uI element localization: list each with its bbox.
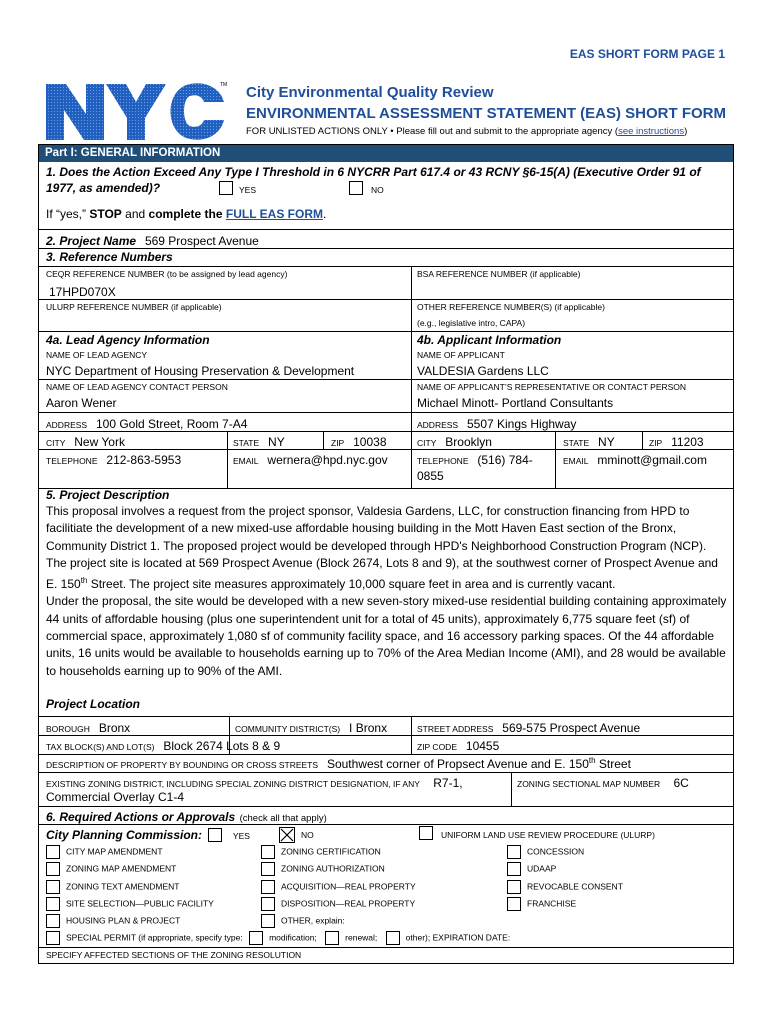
action-label: OTHER, explain:: [281, 915, 345, 926]
action-checkbox[interactable]: [261, 862, 275, 876]
nyc-logo: [44, 80, 228, 142]
see-instructions-link[interactable]: see instructions: [618, 126, 685, 137]
question-1: 1. Does the Action Exceed Any Type I Threshold in 6 NYCRR Part 617.4 or 43 RCNY §6-15(A) (Executive Order 91 of: [46, 165, 701, 179]
ulurp-label: UNIFORM LAND USE REVIEW PROCEDURE (ULURP): [441, 830, 655, 840]
cpc-no-checkbox[interactable]: [279, 827, 295, 843]
page-label: EAS SHORT FORM PAGE 1: [569, 47, 725, 61]
action-label: ZONING TEXT AMENDMENT: [66, 880, 180, 891]
action-label: SITE SELECTION—PUBLIC FACILITY: [66, 898, 214, 909]
q1-no-checkbox[interactable]: [349, 181, 363, 195]
ulurp-checkbox[interactable]: [419, 826, 433, 840]
applicant-heading: 4b. Applicant Information: [417, 333, 562, 347]
action-checkbox[interactable]: [261, 914, 275, 928]
question-1-cont: 1977, as amended)?: [46, 181, 161, 195]
description-p3: Under the proposal, the site would be developed with a new seven-story mixed-use residential building containing approximately 44 units of affordable housing (plus one superintendent unit for a total of 45 units), approximately 6,775 square feet (sf) of commercial space, approximately 1,080 sf of community facility space, and 16 accessory parking spaces. Of the 44 affordable units, 16 units would be available to households earning up to 70% of the Area Median Income (AMI), and 28 would be available to households earning up to 90% of the AMI.: [46, 594, 727, 678]
action-checkbox[interactable]: [507, 880, 521, 894]
action-checkbox[interactable]: [261, 845, 275, 859]
applicant-state[interactable]: STATE NY: [563, 435, 615, 449]
lead-zip[interactable]: ZIP 10038: [331, 435, 387, 449]
cpc-row: [46, 826, 250, 844]
action-item[interactable]: [507, 845, 584, 859]
action-checkbox[interactable]: [46, 880, 60, 894]
action-checkbox[interactable]: [46, 862, 60, 876]
action-label: DISPOSITION—REAL PROPERTY: [281, 898, 416, 909]
action-checkbox[interactable]: [46, 845, 60, 859]
applicant-zip[interactable]: ZIP 11203: [649, 435, 704, 449]
description-heading: 5. Project Description: [46, 488, 170, 502]
action-label: HOUSING PLAN & PROJECT: [66, 915, 181, 926]
cpc-yes-label: YES: [232, 831, 250, 841]
applicant-address[interactable]: ADDRESS 5507 Kings Highway: [417, 417, 577, 431]
action-label: UDAAP: [527, 863, 557, 874]
applicant-city[interactable]: CITY Brooklyn: [417, 435, 492, 449]
other-ref-label: OTHER REFERENCE NUMBER(S) (if applicable): [417, 302, 605, 312]
q1-no-label: NO: [371, 185, 384, 195]
action-item[interactable]: [46, 880, 180, 894]
action-item[interactable]: [46, 897, 214, 911]
part1-header: Part I: GENERAL INFORMATION: [39, 145, 733, 162]
applicant-telephone-cont: 0855: [417, 469, 444, 483]
svg-text:TM: TM: [220, 82, 228, 88]
action-checkbox[interactable]: [46, 897, 60, 911]
lead-name-value[interactable]: NYC Department of Housing Preservation & Development: [46, 364, 355, 378]
special-permit-row: SPECIAL PERMIT (if appropriate, specify type: modification; renewal; other); EXPIRATION DATE:: [46, 931, 510, 945]
required-actions-heading: 6. Required Actions or Approvals (check all that apply): [46, 810, 327, 824]
bsa-label: BSA REFERENCE NUMBER (if applicable): [417, 269, 581, 279]
q1-yes-checkbox[interactable]: [219, 181, 233, 195]
cpc-label: City Planning Commission:: [46, 828, 203, 842]
applicant-email[interactable]: EMAIL mminott@gmail.com: [563, 453, 707, 467]
applicant-name-value[interactable]: VALDESIA Gardens LLC: [417, 364, 549, 378]
lead-state[interactable]: STATE NY: [233, 435, 285, 449]
action-item[interactable]: [261, 897, 415, 911]
action-item[interactable]: [46, 914, 180, 928]
if-yes-instruction: If “yes,” STOP and complete the FULL EAS FORM.: [46, 207, 327, 221]
ceqr-value[interactable]: 17HPD070X: [49, 285, 116, 299]
modification-checkbox[interactable]: [249, 931, 263, 945]
action-label: FRANCHISE: [527, 898, 577, 909]
zip-code[interactable]: ZIP CODE 10455: [417, 739, 500, 753]
action-item[interactable]: [46, 845, 163, 859]
action-label: CONCESSION: [527, 846, 585, 857]
action-checkbox[interactable]: [46, 914, 60, 928]
lead-city[interactable]: CITY New York: [46, 435, 125, 449]
other-checkbox[interactable]: [386, 931, 400, 945]
specify-sections-label: SPECIFY AFFECTED SECTIONS OF THE ZONING RESOLUTION: [46, 950, 302, 960]
project-description[interactable]: [46, 503, 730, 680]
form-subtitle: ENVIRONMENTAL ASSESSMENT STATEMENT (EAS) SHORT FORM: [246, 105, 727, 122]
renewal-checkbox[interactable]: [325, 931, 339, 945]
lead-contact-label: NAME OF LEAD AGENCY CONTACT PERSON: [46, 382, 228, 392]
action-item[interactable]: [507, 880, 623, 894]
form-title: City Environmental Quality Review: [246, 84, 494, 101]
q1-yes-label: YES: [239, 185, 257, 195]
zoning-map-number[interactable]: ZONING SECTIONAL MAP NUMBER 6C: [517, 776, 689, 790]
action-item[interactable]: [46, 862, 176, 876]
lead-email[interactable]: EMAIL wernera@hpd.nyc.gov: [233, 453, 388, 467]
zoning-district-cont: Commercial Overlay C1-4: [46, 790, 185, 804]
lead-contact-value[interactable]: Aaron Wener: [46, 396, 117, 410]
action-checkbox[interactable]: [507, 862, 521, 876]
action-item[interactable]: [507, 897, 576, 911]
special-permit-checkbox[interactable]: [46, 931, 60, 945]
other-ref-note: (e.g., legislative intro, CAPA): [417, 318, 526, 328]
action-label: ZONING CERTIFICATION: [281, 846, 381, 857]
cpc-no-label: NO: [301, 830, 314, 840]
applicant-rep-value[interactable]: Michael Minott- Portland Consultants: [417, 396, 614, 410]
action-label: ZONING AUTHORIZATION: [281, 863, 385, 874]
community-district[interactable]: COMMUNITY DISTRICT(S) I Bronx: [235, 721, 388, 735]
action-checkbox[interactable]: [507, 845, 521, 859]
lead-name-label: NAME OF LEAD AGENCY: [46, 350, 148, 360]
eas-form: [38, 144, 734, 964]
applicant-telephone[interactable]: TELEPHONE (516) 784-: [417, 453, 533, 467]
action-label: ACQUISITION—REAL PROPERTY: [281, 880, 416, 891]
description-p1: This proposal involves a request from the project sponsor, Valdesia Gardens, LLC, for construction financing from HPD to facilitiate the development of a new mixed-use affordable housing building in the Mott Haven East section of the Bronx, Community District 1. The proposed project would be developed through HPD's Neighborhood Construction Program (NCP).: [46, 504, 707, 553]
project-location-heading: Project Location: [46, 697, 141, 711]
action-item[interactable]: [261, 914, 345, 928]
action-checkbox[interactable]: [507, 897, 521, 911]
ceqr-label: CEQR REFERENCE NUMBER (to be assigned by lead agency): [46, 269, 288, 279]
tax-block-lot[interactable]: TAX BLOCK(S) AND LOT(S) Block 2674 Lots 8 & 9: [46, 739, 281, 753]
action-label: CITY MAP AMENDMENT: [66, 846, 163, 857]
zoning-district[interactable]: EXISTING ZONING DISTRICT, INCLUDING SPECIAL ZONING DISTRICT DESIGNATION, IF ANY R7-1,: [46, 776, 463, 790]
cpc-yes-checkbox[interactable]: [208, 828, 222, 842]
action-checkbox[interactable]: [261, 897, 275, 911]
applicant-rep-label: NAME OF APPLICANT’S REPRESENTATIVE OR CONTACT PERSON: [417, 382, 687, 392]
action-checkbox[interactable]: [261, 880, 275, 894]
lead-agency-heading: 4a. Lead Agency Information: [46, 333, 210, 347]
action-item[interactable]: [261, 862, 385, 876]
action-item[interactable]: [261, 880, 416, 894]
full-eas-form-link[interactable]: FULL EAS FORM: [225, 207, 323, 221]
description-p2: The project site is located at 569 Prospect Avenue (Block 2674, Lots 8 and 9), at the southwest corner of Prospect Avenue and E. 150th Street. The project site measures approximately 10,000 square feet in area and is currently vacant.: [46, 555, 718, 592]
form-instructions: FOR UNLISTED ACTIONS ONLY • Please fill out and submit to the appropriate agency (see instructions): [246, 126, 688, 137]
action-label: REVOCABLE CONSENT: [527, 880, 623, 891]
action-label: ZONING MAP AMENDMENT: [66, 863, 177, 874]
lead-address[interactable]: ADDRESS 100 Gold Street, Room 7-A4: [46, 417, 248, 431]
action-item[interactable]: [507, 862, 556, 876]
action-item[interactable]: [261, 845, 381, 859]
street-address[interactable]: STREET ADDRESS 569-575 Prospect Avenue: [417, 721, 641, 735]
ulurp-label: ULURP REFERENCE NUMBER (if applicable): [46, 302, 222, 312]
lead-telephone[interactable]: TELEPHONE 212-863-5953: [46, 453, 182, 467]
project-name: 2. Project Name 569 Prospect Avenue: [46, 234, 259, 248]
borough[interactable]: BOROUGH Bronx: [46, 721, 131, 735]
applicant-name-label: NAME OF APPLICANT: [417, 350, 505, 360]
property-description[interactable]: DESCRIPTION OF PROPERTY BY BOUNDING OR CROSS STREETS Southwest corner of Propsect Avenue and E. 150th Street: [46, 756, 631, 771]
reference-numbers-heading: 3. Reference Numbers: [46, 250, 173, 264]
